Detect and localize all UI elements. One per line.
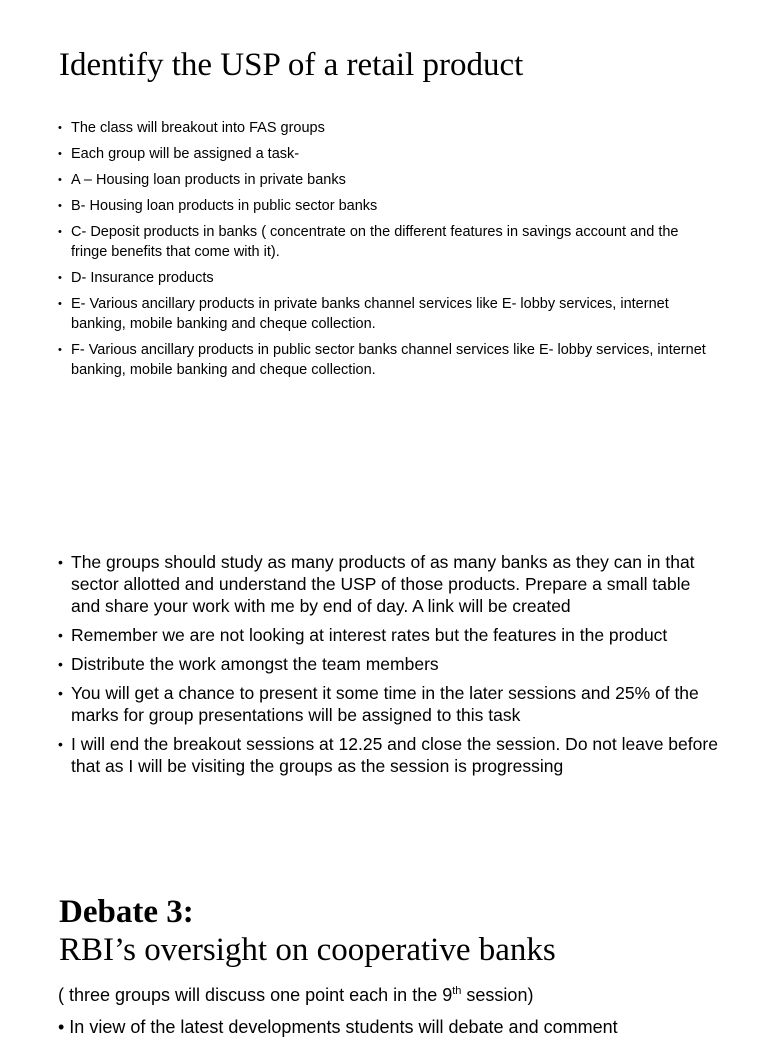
list-item: • D- Insurance products bbox=[58, 268, 718, 288]
instructions-bullet-list bbox=[58, 551, 718, 784]
session-note bbox=[58, 984, 533, 1006]
task-bullet-list bbox=[58, 118, 718, 386]
list-item: • You will get a chance to present it some time in the later sessions and 25% of the marks for group presentations will be assigned to this task bbox=[58, 682, 718, 726]
list-item: • The class will breakout into FAS groups bbox=[58, 118, 718, 138]
note-text-end: session) bbox=[461, 985, 534, 1005]
list-item: • I will end the breakout sessions at 12.25 and close the session. Do not leave before that as I will be visiting the groups as the session is progressing bbox=[58, 733, 718, 777]
slide-title: Identify the USP of a retail product bbox=[59, 47, 524, 83]
list-item: • Distribute the work amongst the team members bbox=[58, 653, 718, 675]
list-item: • F- Various ancillary products in public sector banks channel services like E- lobby services, internet banking, mobile banking and cheque collection. bbox=[58, 340, 718, 380]
list-item: • Remember we are not looking at interest rates but the features in the product bbox=[58, 624, 718, 646]
partial-bullet: • In view of the latest developments students will debate and comment bbox=[58, 1017, 618, 1037]
list-item: • Each group will be assigned a task- bbox=[58, 144, 718, 164]
list-item: • E- Various ancillary products in private banks channel services like E- lobby services, internet banking, mobile banking and cheque collection. bbox=[58, 294, 718, 334]
list-item: • A – Housing loan products in private banks bbox=[58, 170, 718, 190]
list-item: • The groups should study as many products of as many banks as they can in that sector allotted and understand the USP of those products. Prepare a small table and share your work with me by end of day. A link will be created bbox=[58, 551, 718, 617]
debate-heading: Debate 3: bbox=[59, 894, 194, 930]
debate-subheading: RBI’s oversight on cooperative banks bbox=[59, 932, 556, 968]
list-item: • B- Housing loan products in public sector banks bbox=[58, 196, 718, 216]
list-item: • C- Deposit products in banks ( concentrate on the different features in savings account and the fringe benefits that come with it). bbox=[58, 222, 718, 262]
note-superscript: th bbox=[452, 985, 462, 997]
note-text: ( three groups will discuss one point each in the 9 bbox=[58, 985, 453, 1005]
